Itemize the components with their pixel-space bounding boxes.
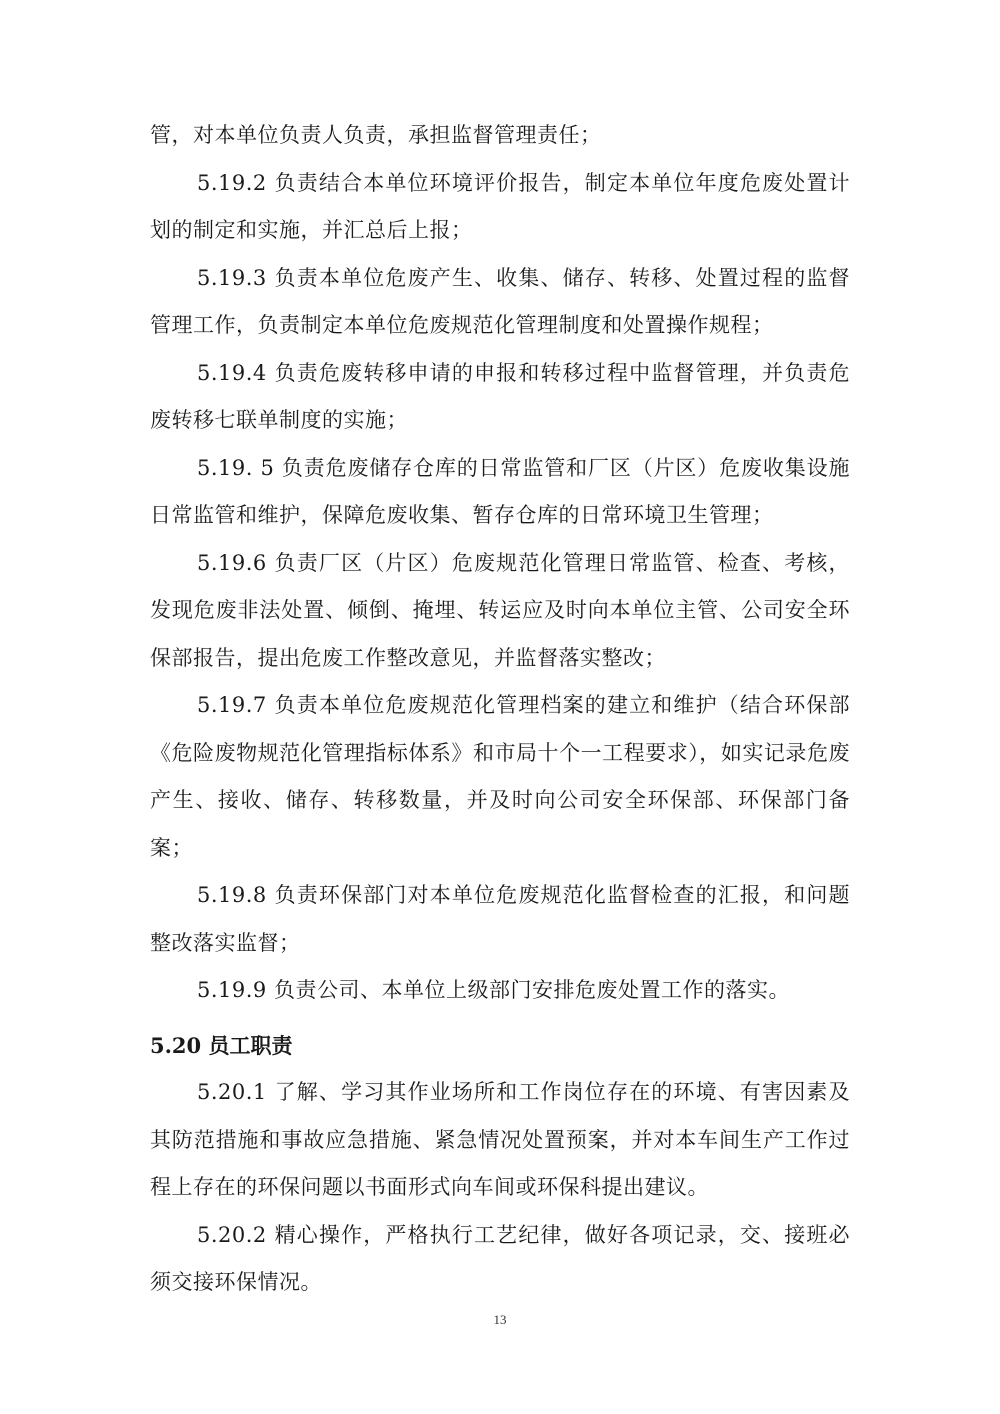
paragraph-5-19-8: 5.19.8 负责环保部门对本单位危废规范化监督检查的汇报，和问题整改落实监督； xyxy=(150,883,850,955)
paragraph-5-20-1: 5.20.1 了解、学习其作业场所和工作岗位存在的环境、有害因素及其防范措施和事故应急措施、紧急情况处置预案，并对本车间生产工作过程上存在的环保问题以书面形式向车间或环保科提出建议。 xyxy=(150,1080,850,1199)
paragraph-5-19-5: 5.19. 5 负责危废储存仓库的日常监管和厂区（片区）危废收集设施日常监管和维护，保障危废收集、暂存仓库的日常环境卫生管理； xyxy=(150,455,850,527)
page-content xyxy=(150,112,850,1307)
paragraph-5-19-9: 5.19.9 负责公司、本单位上级部门安排危废处置工作的落实。 xyxy=(197,978,790,1002)
paragraph-5-19-6: 5.19.6 负责厂区（片区）危废规范化管理日常监管、检查、考核，发现危废非法处置、倾倒、掩埋、转运应及时向本单位主管、公司安全环保部报告，提出危废工作整改意见，并监督落实整改； xyxy=(150,550,850,670)
paragraph-5-19-3: 5.19.3 负责本单位危废产生、收集、储存、转移、处置过程的监督管理工作，负责制定本单位危废规范化管理制度和处置操作规程； xyxy=(150,265,850,337)
paragraph-5-19-4: 5.19.4 负责危废转移申请的申报和转移过程中监督管理，并负责危废转移七联单制度的实施； xyxy=(150,360,850,432)
paragraph-continuation: 管，对本单位负责人负责，承担监督管理责任； xyxy=(150,123,602,147)
page-number: 13 xyxy=(493,1312,507,1327)
paragraph-5-19-7: 5.19.7 负责本单位危废规范化管理档案的建立和维护（结合环保部《危险废物规范化管理指标体系》和市局十个一工程要求），如实记录危废产生、接收、储存、转移数量，并及时向公司安全环保部、环保部门备案； xyxy=(150,693,850,860)
paragraph-5-19-2: 5.19.2 负责结合本单位环境评价报告，制定本单位年度危废处置计划的制定和实施，并汇总后上报； xyxy=(150,170,850,242)
section-heading-5-20: 5.20 员工职责 xyxy=(150,1032,293,1058)
paragraph-5-20-2: 5.20.2 精心操作，严格执行工艺纪律，做好各项记录，交、接班必须交接环保情况。 xyxy=(150,1222,850,1294)
